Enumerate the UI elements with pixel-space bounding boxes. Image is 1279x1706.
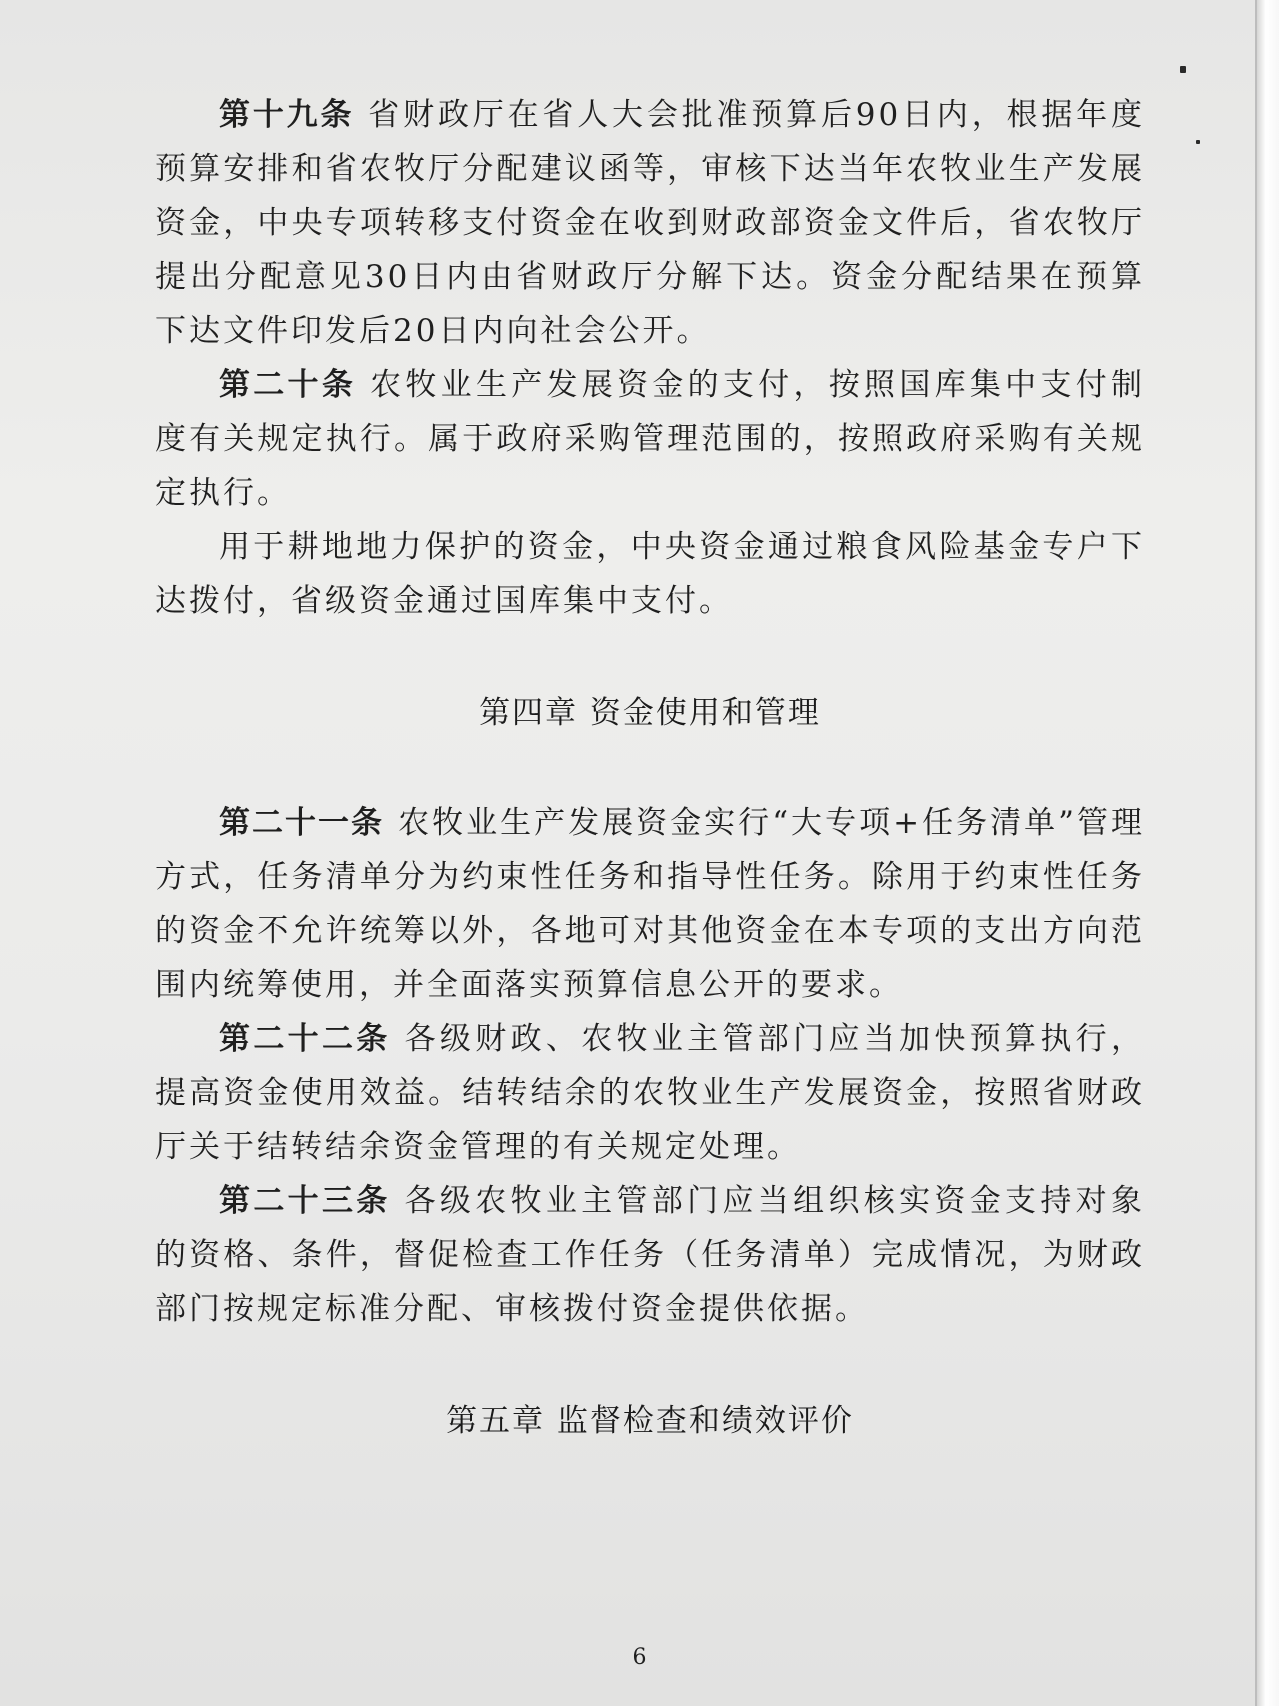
article-23 [155,1174,1145,1336]
document-body [155,88,1145,1448]
ink-speck [1196,140,1200,144]
article-19 [155,88,1145,358]
article-20-extra: 用于耕地地力保护的资金，中央资金通过粮食风险基金专户下达拨付，省级资金通过国库集中支付。 [155,529,1145,619]
article-21-text: 农牧业生产发展资金实行“大专项+任务清单”管理方式，任务清单分为约束性任务和指导性任务。除用于约束性任务的资金不允许统筹以外，各地可对其他资金在本专项的支出方向范围内统筹使用，并全面落实预算信息公开的要求。 [155,805,1145,1003]
article-20-text: 农牧业生产发展资金的支付，按照国库集中支付制度有关规定执行。属于政府采购管理范围的，按照政府采购有关规定执行。 [155,367,1146,511]
article-22-text: 各级财政、农牧业主管部门应当加快预算执行，提高资金使用效益。结转结余的农牧业生产发展资金，按照省财政厅关于结转结余资金管理的有关规定处理。 [155,1021,1146,1165]
article-23-number: 第二十三条 [219,1183,391,1219]
article-19-text: 省财政厅在省人大会批准预算后90日内，根据年度预算安排和省农牧厅分配建议函等，审核下达当年农牧业生产发展资金，中央专项转移支付资金在收到财政部资金文件后，省农牧厅提出分配意见30日内由省财政厅分解下达。资金分配结果在预算下达文件印发后20日内向社会公开。 [155,97,1146,349]
article-22-number: 第二十二条 [219,1021,391,1057]
article-20 [155,358,1145,520]
article-22 [155,1012,1145,1174]
page-number: 6 [632,1645,647,1670]
chapter-5-heading: 第五章 监督检查和绩效评价 [446,1403,854,1439]
ink-speck [1180,66,1186,73]
article-19-number: 第十九条 [219,97,355,133]
article-20-number: 第二十条 [219,367,357,403]
article-21 [155,796,1145,1012]
article-23-text: 各级农牧业主管部门应当组织核实资金支持对象的资格、条件，督促检查工作任务（任务清单）完成情况，为财政部门按规定标准分配、审核拨付资金提供依据。 [155,1183,1146,1327]
chapter-4-heading: 第四章 资金使用和管理 [479,695,821,731]
paper-edge [1255,0,1279,1706]
article-21-number: 第二十一条 [219,805,385,841]
